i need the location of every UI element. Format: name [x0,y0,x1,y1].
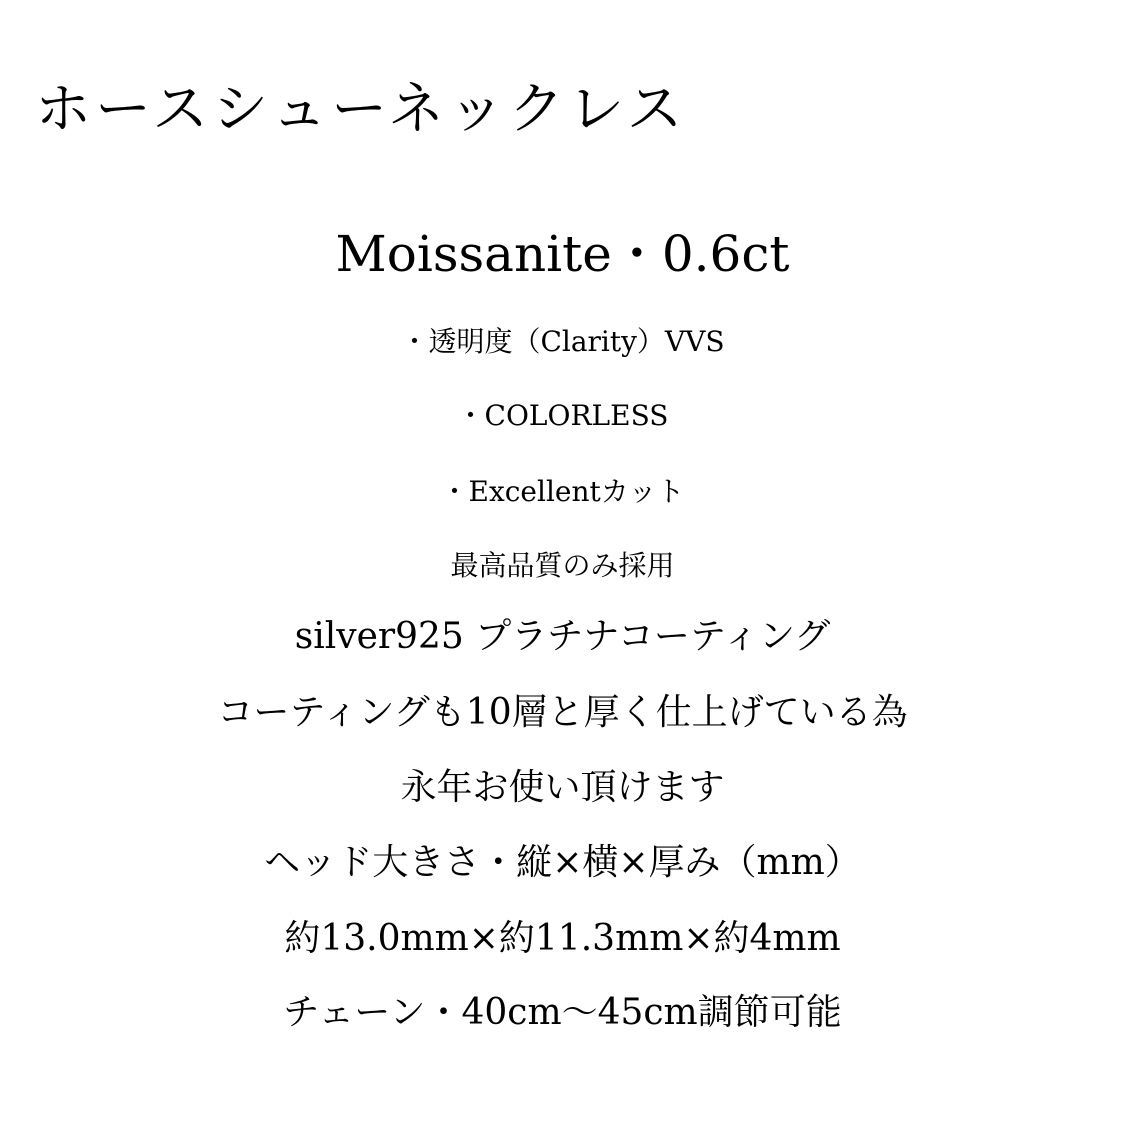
spec-quality: 最高品質のみ採用 [450,549,675,582]
detail-chain: チェーン・40cm〜45cm調節可能 [283,992,842,1033]
detail-durability: 永年お使い頂けます [400,767,725,808]
detail-head-size-value: 約13.0mm×約11.3mm×約4mm [284,918,841,959]
spec-clarity: ・透明度（Clarity）VVS [400,325,725,358]
product-title: ホースシューネックレス [35,77,687,142]
spec-color: ・COLORLESS [456,399,669,432]
detail-material: silver925 プラチナコーティング [294,616,831,657]
stone-headline: Moissanite・0.6ct [335,225,790,283]
detail-coating: コーティングも10層と厚く仕上げている為 [217,692,908,733]
detail-head-size-label: ヘッド大きさ・縦×横×厚み（mm） [264,842,861,883]
spec-cut: ・Excellentカット [440,475,685,508]
